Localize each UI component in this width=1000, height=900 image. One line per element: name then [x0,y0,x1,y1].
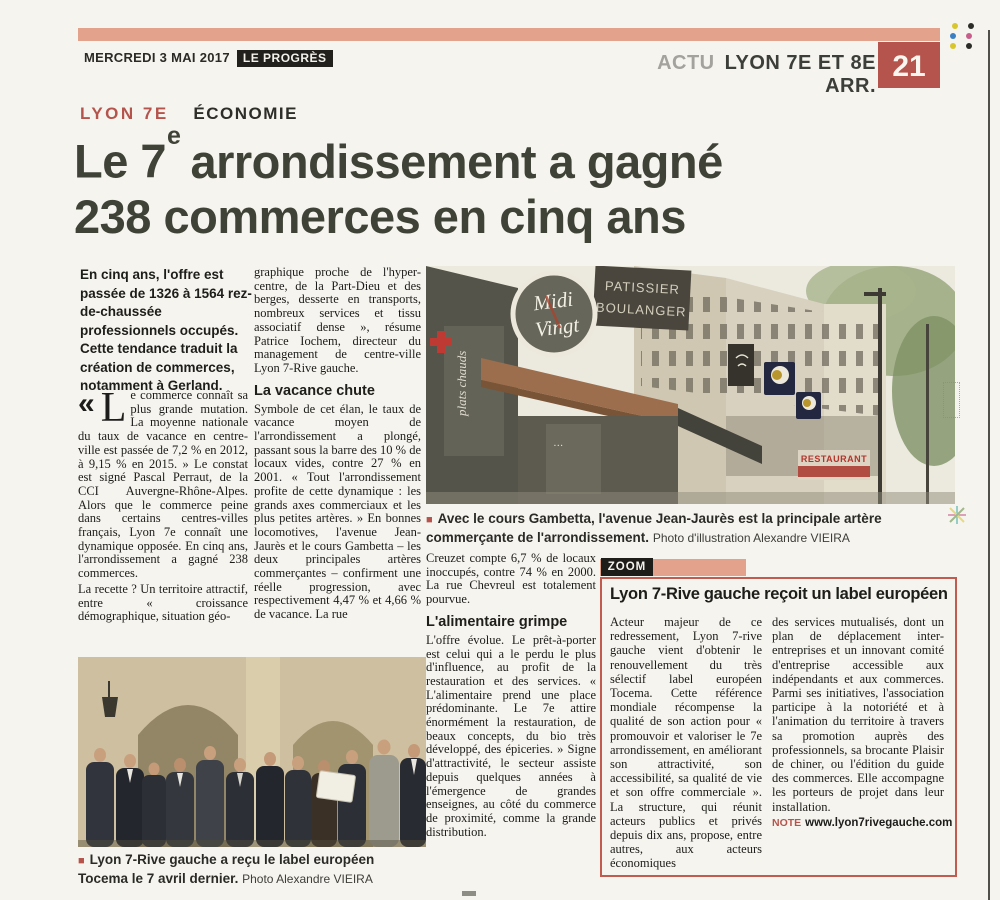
dateline [84,50,333,67]
group-photo-illustration [78,657,426,847]
subhead-alimentaire-grimpe: L'alimentaire grimpe [426,613,568,630]
restaurant-sign [798,450,870,480]
note-line [772,816,953,830]
caption-text: Lyon 7-Rive gauche a reçu le label européen Tocema le 7 avril dernier. [78,852,375,886]
website-url: www.lyon7rivegauche.com [805,816,953,829]
paragraph: graphique proche de l'hyper-centre, de la Part-Dieu et des berges, desserte en transports, nombreux services et tissu associatif dense », résume Patrice Iochem, directeur du management de centre-ville Lyon 7-Rive gauche. [254,265,421,375]
group-photo-caption [78,851,428,888]
standfirst: En cinq ans, l'offre est passée de 1326 à 1564 rez-de-chaussée professionnels occupés. Cette tendance traduit la création de commerces, notamment à Gerland. [80,267,252,393]
street-photo-illustration [426,266,955,504]
bakery-sign [592,266,691,331]
section-detail: LYON 7E ET 8E ARR. [724,52,876,97]
headline-line1: Le 7e arrondissement a gagné [74,122,723,188]
midi-sign-line2: Vingt [533,312,581,342]
paragraph: L'offre évolue. Le prêt-à-porter est celui qui a le perdu le plus d'influence, au profit de la restauration et des services. « L'alimentaire prend une place prédominante. Le 7e attire énormément la restauration, de beaux concepts, du bio très développé, des épiceries. » Signe d'attractivité, le secteur assiste depuis quelques années à l'émergence de grandes enseignes, au côté du commerce de proximité, comme la grande distribution. [426,632,596,839]
color-registration-dots-icon [948,23,978,49]
paragraph: des services mutualisés, dont un plan de déplacement inter-entreprises et un innovant comité d'entreprise accessible aux indépendants et aux commerces. Parmi ses initiatives, l'association participe à la notoriété et à l'animation du territoire à travers sa promotion auprès des professionnels, sa brocante Plaisir de chiner, ou l'édition du guide des commerces. Elle accompagne les porteurs de projet dans leur installation. [772,615,944,814]
paragraph: Creuzet compte 6,7 % de locaux inoccupés, contre 74 % en 2000. La rue Chevreul est totalement pourvue. [426,551,596,607]
kicker-location: LYON 7E [80,104,169,123]
paragraph: Symbole de cet élan, le taux de vacance moyen de l'arrondissement a plongé, passant sous la barre des 10 % de locaux vides, contre 27 % en 2001. « Tout l'arrondissement profite de cette dynamique : les grands axes commerciaux et les plus petites artères. » En bonnes locomotives, l'avenue Jean-Jaurès et le cours Gambetta – les deux principales artères commerçantes – confirment une réelle progression, avec respectivement 4,47 % et 4,66 % de vacance. La rue [254,401,421,622]
group-photo [78,657,426,847]
storefront-window-text: … [554,438,563,449]
zoom-box-title: Lyon 7-Rive gauche reçoit un label européen [610,585,948,603]
red-square-bullet-icon: ■ [426,514,433,526]
bakery-sign-line1: PATISSIER [604,278,681,298]
zoom-tab-label: ZOOM [601,558,653,576]
page-number-badge: 21 [878,42,940,88]
svg-text:RESTAURANT: RESTAURANT [800,454,868,464]
scan-edge-line [988,30,990,900]
article-column-2 [254,266,421,624]
bakery-sign-line2: BOULANGER [595,299,687,320]
section-label: ACTU [657,52,715,74]
paragraph: Acteur majeur de ce redressement, Lyon 7-rive gauche vient d'obtenir le renouvellement du très sélectif label européen Tocema. Cette référence mondiale récompense la qualité de son action pour « promouvoir et valoriser le 7e arrondissement, en améliorant son attractivité, son accessibilité, sa qualité de vie et son offre commerciale ». La structure, qui réunit acteurs publics et privés depuis dix ans, propose, entre autres, aux acteurs économiques [610,615,762,871]
photo-credit: Photo Alexandre VIEIRA [242,872,373,886]
photo-credit: Photo d'illustration Alexandre VIEIRA [652,531,850,545]
article-column-1 [78,385,248,626]
zoom-box-column-1 [610,615,762,873]
header-color-bar [78,28,940,41]
paper-name-badge: LE PROGRÈS [237,50,333,67]
kicker [80,104,298,124]
kicker-rubric: ÉCONOMIE [193,104,298,123]
scan-bottom-mark [462,891,476,896]
print-registration-box [943,382,960,418]
caption-text: Avec le cours Gambetta, l'avenue Jean-Jaurès est la principale artère commerçante de l'arrondissement. [426,511,882,545]
street-photo-caption [426,510,960,547]
midi-vingt-sign [513,273,595,355]
street-photo [426,266,955,504]
red-square-bullet-icon: ■ [78,855,85,867]
article-headline [74,122,834,244]
section-header [608,52,876,98]
edition-date: MERCREDI 3 MAI 2017 [84,50,230,65]
midi-sign-line1: Midi [531,286,575,316]
opening-paragraph: « L e commerce connaît sa plus grande mutation. La moyenne nationale du taux de vacance en centre-ville est passée de 7,2 % en 2012, à 9,15 % en 2015. » Le constat est signé Pascal Perraut, de la CCI Auvergne-Rhône-Alpes. Alors que le commerce peine dans certains centres-villes français, Lyon 7e connaît une dynamique opposée. En cinq ans, l'arrondissement a gagné 238 commerces. [78,385,248,581]
window-sign-text: plats chauds [454,350,469,416]
open-quote-mark: « [78,387,95,420]
article-column-3 [426,552,596,841]
subhead-vacance-chute: La vacance chute [254,382,375,399]
certificate [316,771,355,803]
drop-cap: L [100,385,127,431]
headline-line2: 238 commerces en cinq ans [74,189,686,243]
paragraph: La recette ? Un territoire attractif, entre « croissance démographique, situation géo- [78,581,248,624]
zoom-box-column-2 [772,615,953,830]
color-registration-star-icon [946,504,968,526]
note-label: NOTE [772,816,802,829]
